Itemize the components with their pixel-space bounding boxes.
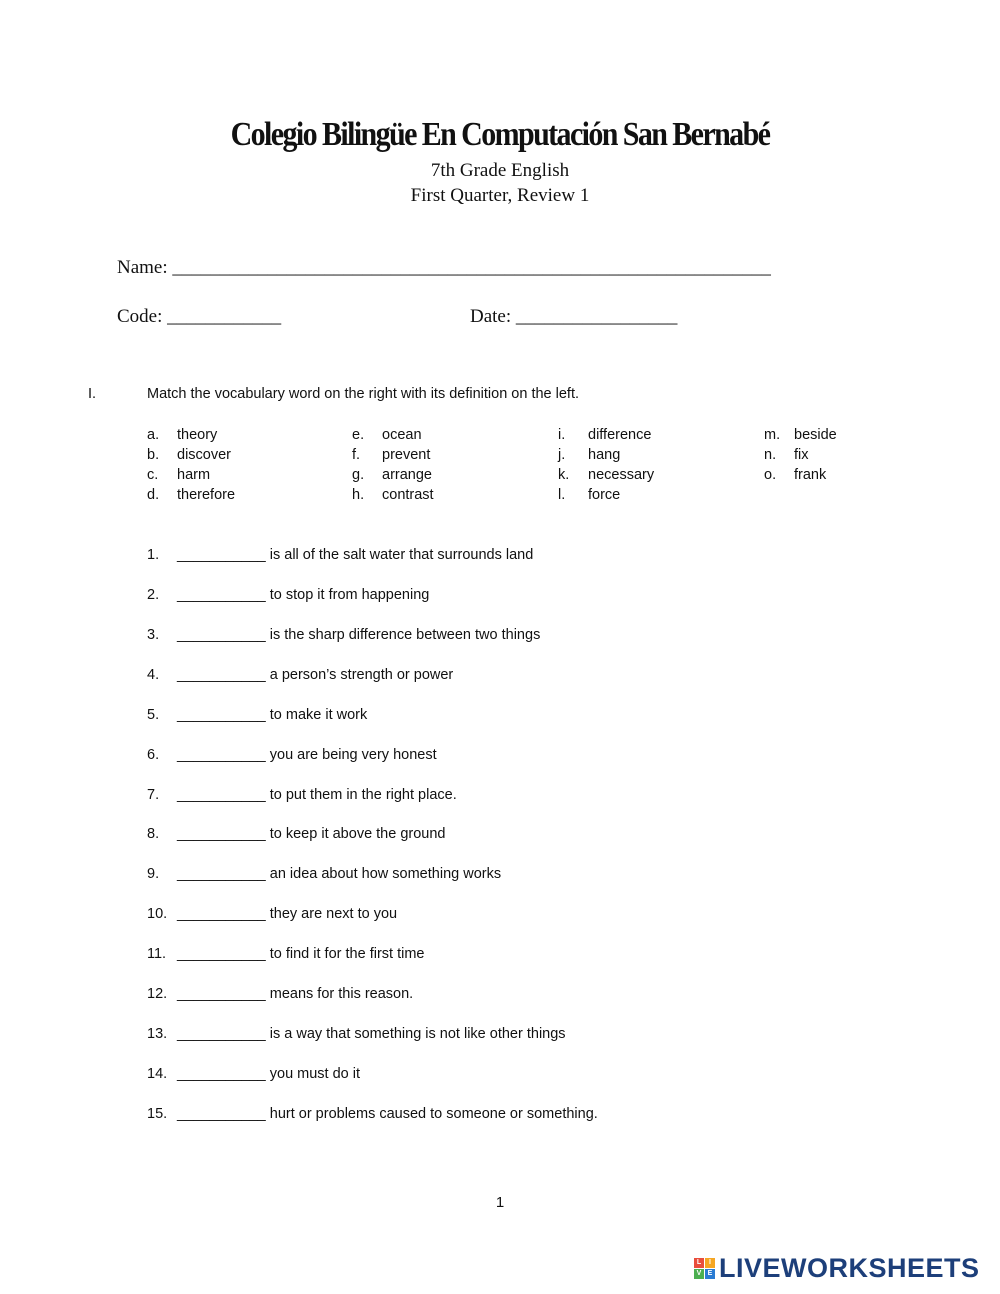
question-text: to stop it from happening xyxy=(269,587,430,603)
vocab-word: hang xyxy=(588,447,621,463)
question-text: they are next to you xyxy=(269,906,398,922)
vocab-word: discover xyxy=(177,447,231,463)
section-number: I. xyxy=(88,386,97,402)
question-number: 9. xyxy=(147,866,160,882)
answer-blank[interactable]: ___________ xyxy=(177,787,266,803)
term-title: First Quarter, Review 1 xyxy=(410,185,590,206)
name-field[interactable] xyxy=(117,257,771,279)
question-number: 8. xyxy=(147,826,160,842)
answer-blank[interactable]: ___________ xyxy=(177,627,266,643)
answer-blank[interactable]: ___________ xyxy=(177,667,266,683)
vocab-word: fix xyxy=(794,447,809,463)
vocab-item xyxy=(147,487,235,503)
name-line[interactable]: _______________________________________________________________ xyxy=(172,257,771,278)
logo-mark-icon xyxy=(694,1258,715,1279)
vocab-item xyxy=(147,447,231,463)
vocab-letter: h. xyxy=(352,487,365,503)
question-number: 10. xyxy=(147,906,168,922)
question-text: to make it work xyxy=(269,707,368,723)
question-number: 7. xyxy=(147,787,160,803)
code-label: Code: xyxy=(117,306,163,327)
vocab-item xyxy=(558,427,651,443)
vocab-letter: f. xyxy=(352,447,361,463)
question-number: 15. xyxy=(147,1106,168,1122)
question-text: an idea about how something works xyxy=(269,866,502,882)
answer-blank[interactable]: ___________ xyxy=(177,946,266,962)
question-row xyxy=(147,667,453,683)
question-number: 2. xyxy=(147,587,160,603)
date-label: Date: xyxy=(470,306,512,327)
vocab-letter: n. xyxy=(764,447,777,463)
question-row xyxy=(147,587,429,603)
question-row xyxy=(147,787,457,803)
question-row xyxy=(147,1106,598,1122)
answer-blank[interactable]: ___________ xyxy=(177,747,266,763)
question-text: a person’s strength or power xyxy=(269,667,454,683)
answer-blank[interactable]: ___________ xyxy=(177,587,266,603)
question-row xyxy=(147,627,540,643)
question-row xyxy=(147,826,446,842)
question-text: to keep it above the ground xyxy=(269,826,446,842)
vocab-word: arrange xyxy=(382,467,432,483)
question-text: is a way that something is not like other things xyxy=(269,1026,566,1042)
vocab-item xyxy=(558,467,654,483)
question-row xyxy=(147,707,367,723)
vocab-item xyxy=(764,427,837,443)
vocab-item xyxy=(764,447,809,463)
question-number: 3. xyxy=(147,627,160,643)
vocab-word: contrast xyxy=(382,487,434,503)
question-text: to put them in the right place. xyxy=(269,787,457,803)
question-number: 13. xyxy=(147,1026,168,1042)
question-number: 5. xyxy=(147,707,160,723)
question-row xyxy=(147,1066,360,1082)
vocab-item xyxy=(352,447,430,463)
question-row xyxy=(147,747,437,763)
question-text: is the sharp difference between two things xyxy=(269,627,541,643)
answer-blank[interactable]: ___________ xyxy=(177,1106,266,1122)
vocab-word: necessary xyxy=(588,467,655,483)
code-field[interactable] xyxy=(117,306,281,328)
course-title: 7th Grade English xyxy=(430,160,570,181)
vocab-letter: b. xyxy=(147,447,160,463)
question-number: 11. xyxy=(147,946,167,962)
logo-mark-letter: V xyxy=(694,1269,704,1279)
answer-blank[interactable]: ___________ xyxy=(177,986,266,1002)
name-label: Name: xyxy=(117,257,168,278)
date-field[interactable] xyxy=(470,306,677,328)
vocab-word: difference xyxy=(588,427,652,443)
logo-mark-letter: L xyxy=(694,1258,704,1268)
section-instruction: Match the vocabulary word on the right with its definition on the left. xyxy=(147,386,580,402)
vocab-item xyxy=(147,467,210,483)
answer-blank[interactable]: ___________ xyxy=(177,866,266,882)
answer-blank[interactable]: ___________ xyxy=(177,1066,266,1082)
vocab-item xyxy=(352,487,434,503)
vocab-item xyxy=(147,427,217,443)
question-text: is all of the salt water that surrounds land xyxy=(269,547,534,563)
vocab-word: frank xyxy=(794,467,827,483)
vocab-letter: d. xyxy=(147,487,160,503)
logo-mark-letter: E xyxy=(705,1269,715,1279)
answer-blank[interactable]: ___________ xyxy=(177,1026,266,1042)
vocab-word: ocean xyxy=(382,427,422,443)
school-title: Colegio Bilingüe En Computación San Bernabé xyxy=(230,115,770,153)
vocab-letter: l. xyxy=(558,487,566,503)
question-row xyxy=(147,866,501,882)
vocab-item xyxy=(764,467,826,483)
vocab-letter: g. xyxy=(352,467,365,483)
logo-text: LIVEWORKSHEETS xyxy=(719,1252,980,1283)
vocab-item xyxy=(352,467,432,483)
question-number: 14. xyxy=(147,1066,168,1082)
question-text: means for this reason. xyxy=(269,986,414,1002)
question-row xyxy=(147,986,413,1002)
question-row xyxy=(147,906,397,922)
answer-blank[interactable]: ___________ xyxy=(177,826,266,842)
question-number: 4. xyxy=(147,667,160,683)
vocab-word: beside xyxy=(794,427,837,443)
vocab-word: harm xyxy=(177,467,211,483)
vocab-word: therefore xyxy=(177,487,236,503)
logo-mark-letter: I xyxy=(705,1258,715,1268)
question-number: 12. xyxy=(147,986,168,1002)
vocab-letter: a. xyxy=(147,427,160,443)
vocab-letter: k. xyxy=(558,467,570,483)
vocab-letter: i. xyxy=(558,427,566,443)
page-number: 1 xyxy=(495,1194,505,1211)
vocab-letter: j. xyxy=(558,447,566,463)
vocab-word: prevent xyxy=(382,447,431,463)
vocab-item xyxy=(558,487,620,503)
vocab-letter: e. xyxy=(352,427,365,443)
question-number: 6. xyxy=(147,747,160,763)
answer-blank[interactable]: ___________ xyxy=(177,547,266,563)
answer-blank[interactable]: ___________ xyxy=(177,906,266,922)
vocab-word: theory xyxy=(177,427,218,443)
question-text: hurt or problems caused to someone or something. xyxy=(269,1106,598,1122)
answer-blank[interactable]: ___________ xyxy=(177,707,266,723)
question-row xyxy=(147,1026,566,1042)
question-row xyxy=(147,946,424,962)
vocab-item xyxy=(558,447,620,463)
vocab-letter: m. xyxy=(764,427,781,443)
liveworksheets-logo[interactable] xyxy=(694,1252,980,1284)
question-text: you must do it xyxy=(269,1066,361,1082)
question-row xyxy=(147,547,533,563)
question-text: you are being very honest xyxy=(269,747,437,763)
question-text: to find it for the first time xyxy=(269,946,425,962)
vocab-word: force xyxy=(588,487,621,503)
date-line[interactable]: _________________ xyxy=(515,306,678,327)
vocab-letter: c. xyxy=(147,467,159,483)
vocab-item xyxy=(352,427,422,443)
question-number: 1. xyxy=(147,547,160,563)
vocab-letter: o. xyxy=(764,467,777,483)
code-line[interactable]: ____________ xyxy=(167,306,282,327)
